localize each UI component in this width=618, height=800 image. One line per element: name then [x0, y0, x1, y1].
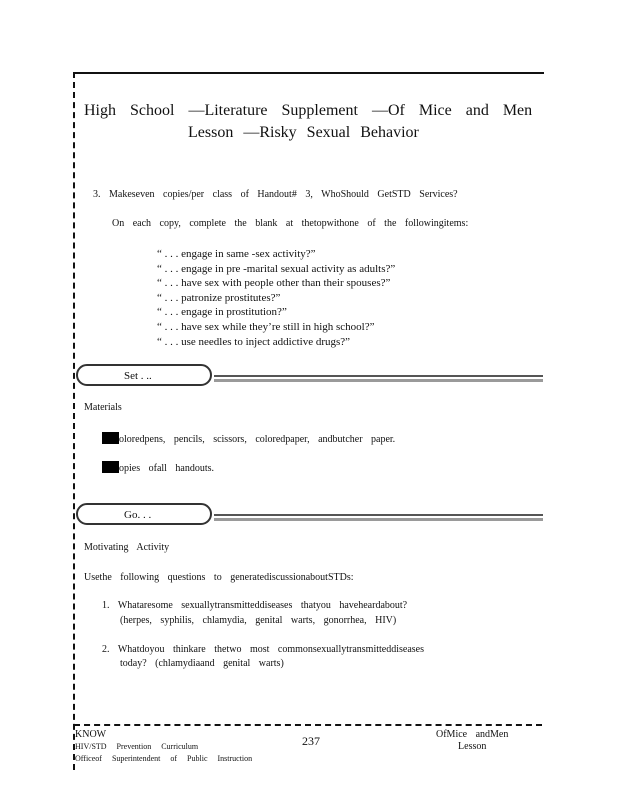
list-item: “ . . . use needles to inject addictive drugs?” [157, 335, 351, 348]
list-item: “ . . . engage in same -sex activity?” [157, 248, 316, 260]
page-subtitle: Lesson —Risky Sexual Behavior [188, 124, 419, 141]
footer-right [436, 729, 508, 753]
page-border-top [74, 72, 544, 74]
redaction-box [102, 432, 119, 444]
materials-item-text: opies ofall handouts. [119, 463, 215, 474]
instruction-sub: On each copy, complete the blank at thetopwithone of the followingitems: [112, 218, 469, 229]
section-rule-shadow [214, 379, 543, 382]
section-label-go: Go. . . [124, 509, 152, 521]
list-item: “ . . . patronize prostitutes?” [157, 291, 281, 304]
page-border-left [73, 72, 75, 770]
list-item: “ . . . engage in prostitution?” [157, 306, 287, 319]
redaction-box [102, 461, 119, 473]
materials-heading: Materials [84, 402, 122, 413]
page-number: 237 [302, 734, 320, 748]
list-item: “ . . . have sex with people other than their spouses?” [157, 277, 391, 290]
list-item: “ . . . engage in pre -marital sexual activity as adults?” [157, 262, 396, 275]
page-title: High School —Literature Supplement —Of Mice and Men [84, 102, 533, 119]
section-tab-go [76, 503, 212, 525]
question-1: 1. Whataresome sexuallytransmitteddiseases thatyou haveheardabout? [102, 600, 408, 611]
materials-item [102, 432, 395, 445]
section-label-set: Set . .. [124, 370, 152, 382]
instruction-step-3: 3. Makeseven copies/per class of Handout# 3, WhoShould GetSTD Services? [93, 189, 458, 200]
section-rule [214, 375, 543, 377]
question-1-answer: (herpes, syphilis, chlamydia, genital warts, gonorrhea, HIV) [120, 615, 397, 626]
materials-item [102, 461, 214, 474]
footer-curriculum: HIV/STD Prevention Curriculum [75, 742, 199, 751]
page-border-bottom [74, 724, 542, 726]
materials-item-text: oloredpens, pencils, scissors, coloredpaper, andbutcher paper. [119, 434, 396, 445]
list-item: “ . . . have sex while they’re still in high school?” [157, 320, 375, 333]
footer-office: Officeof Superintendent of Public Instruction [75, 754, 253, 763]
section-rule-shadow [214, 518, 543, 521]
footer-org: KNOW [75, 729, 107, 740]
footer-book-title: OfMice andMen [436, 729, 509, 740]
footer-left [75, 729, 252, 765]
section-tab-set [76, 364, 212, 386]
footer-lesson: Lesson [458, 741, 487, 752]
section-rule [214, 514, 543, 516]
item-list [157, 247, 395, 349]
activity-intro: Usethe following questions to generatediscussionaboutSTDs: [84, 572, 354, 583]
section-bar-go [76, 503, 543, 529]
question-2: 2. Whatdoyou thinkare thetwo most commonsexuallytransmitteddiseases [102, 644, 424, 655]
section-bar-set [76, 364, 543, 390]
question-2-answer: today? (chlamydiaand genital warts) [120, 658, 284, 669]
activity-heading: Motivating Activity [84, 542, 170, 553]
